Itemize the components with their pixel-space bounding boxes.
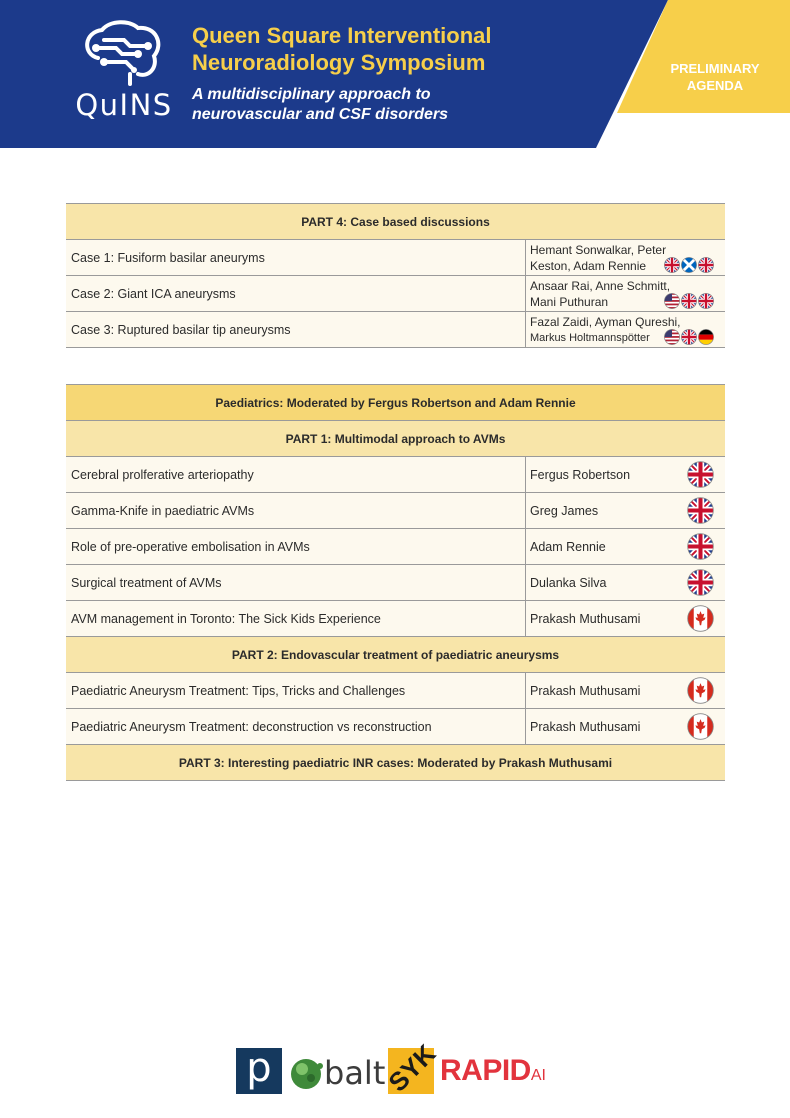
speaker-line: Ansaar Rai, Anne Schmitt, — [530, 279, 671, 293]
topic-cell: Role of pre-operative embolisation in AVMs — [66, 529, 526, 564]
session-heading — [66, 385, 725, 421]
page-title — [192, 22, 592, 76]
topic-cell: Case 1: Fusiform basilar aneuryms — [66, 240, 526, 275]
phenox-logo — [236, 1045, 282, 1094]
balt-logo-text: balt — [324, 1054, 386, 1092]
case-discussions-table — [66, 203, 725, 348]
speaker-name: Dulanka Silva — [530, 575, 607, 590]
table-row — [66, 709, 725, 745]
session-title: Paediatrics: Moderated by Fergus Robertson and Adam Rennie — [215, 395, 576, 410]
speaker-name: Prakash Muthusami — [530, 611, 641, 626]
speaker-cell — [526, 312, 725, 347]
speaker-name: Prakash Muthusami — [530, 719, 641, 734]
speaker-cell — [526, 529, 725, 564]
us-flag-icon — [664, 329, 680, 345]
topic-cell: Paediatric Aneurysm Treatment: deconstruction vs reconstruction — [66, 709, 526, 744]
topic-cell: Surgical treatment of AVMs — [66, 565, 526, 600]
table-row — [66, 276, 725, 312]
topic-cell: Case 3: Ruptured basilar tip aneurysms — [66, 312, 526, 347]
paediatrics-table — [66, 384, 725, 781]
syk-logo-text: SYK — [382, 1038, 442, 1098]
part-heading — [66, 637, 725, 673]
topic-cell: Case 2: Giant ICA aneurysms — [66, 276, 526, 311]
uk-flag-icon — [687, 461, 714, 488]
canada-flag-icon — [687, 713, 714, 740]
quins-logo — [68, 18, 180, 128]
brain-circuit-icon — [68, 18, 180, 88]
canada-flag-icon — [687, 605, 714, 632]
topic-cell: Cerebral prolferative arteriopathy — [66, 457, 526, 492]
table-row — [66, 673, 725, 709]
part-heading — [66, 421, 725, 457]
table-row — [66, 312, 725, 348]
speaker-line: Mani Puthuran — [530, 294, 609, 309]
scotland-flag-icon — [681, 257, 697, 273]
title-line-1: Queen Square Interventional — [192, 23, 492, 48]
speaker-name: Fergus Robertson — [530, 467, 631, 482]
preliminary-agenda-badge — [640, 60, 790, 94]
rapid-logo-text: RAPID — [440, 1054, 531, 1087]
speaker-line: Hemant Sonwalkar, Peter — [530, 243, 667, 257]
balt-logo — [290, 1048, 386, 1094]
table-row — [66, 565, 725, 601]
speaker-line: Keston, Adam Rennie — [530, 258, 647, 273]
part4-heading: PART 4: Case based discussions — [301, 214, 490, 229]
uk-flag-icon — [687, 533, 714, 560]
rapidai-logo — [440, 1054, 560, 1094]
table-row — [66, 457, 725, 493]
logo-text: QuINS — [75, 88, 173, 122]
phenox-logo-text: p — [246, 1045, 272, 1091]
speaker-name: Greg James — [530, 503, 599, 518]
part2-heading: PART 2: Endovascular treatment of paediatric aneurysms — [231, 647, 560, 662]
canada-flag-icon — [687, 677, 714, 704]
speaker-cell — [526, 601, 725, 636]
badge-line-2: AGENDA — [686, 78, 744, 93]
part1-heading: PART 1: Multimodal approach to AVMs — [285, 431, 506, 446]
uk-flag-icon — [687, 569, 714, 596]
stryker-logo — [382, 1038, 442, 1098]
speaker-cell — [526, 457, 725, 492]
table-heading — [66, 204, 725, 240]
table-row — [66, 493, 725, 529]
uk-flag-icon — [681, 293, 697, 309]
table-row — [66, 240, 725, 276]
uk-flag-icon — [698, 257, 714, 273]
subtitle-line-2: neurovascular and CSF disorders — [192, 106, 449, 123]
part-heading — [66, 745, 725, 781]
title-line-2: Neuroradiology Symposium — [192, 50, 486, 75]
rapid-ai-suffix: AI — [530, 1067, 546, 1084]
part3-heading: PART 3: Interesting paediatric INR cases: Moderated by Prakash Muthusami — [178, 755, 613, 770]
topic-cell: AVM management in Toronto: The Sick Kids Experience — [66, 601, 526, 636]
speaker-line: Fazal Zaidi, Ayman Qureshi, — [530, 315, 681, 329]
uk-flag-icon — [664, 257, 680, 273]
speaker-cell — [526, 493, 725, 528]
table-row — [66, 601, 725, 637]
uk-flag-icon — [681, 329, 697, 345]
badge-line-1: PRELIMINARY — [670, 61, 760, 76]
speaker-cell — [526, 709, 725, 744]
speaker-name: Adam Rennie — [530, 539, 606, 554]
page-header — [0, 0, 790, 148]
germany-flag-icon — [698, 329, 714, 345]
uk-flag-icon — [687, 497, 714, 524]
topic-cell: Gamma-Knife in paediatric AVMs — [66, 493, 526, 528]
topic-cell: Paediatric Aneurysm Treatment: Tips, Tricks and Challenges — [66, 673, 526, 708]
us-flag-icon — [664, 293, 680, 309]
page-subtitle — [192, 85, 592, 125]
table-row — [66, 529, 725, 565]
speaker-cell — [526, 673, 725, 708]
subtitle-line-1: A multidisciplinary approach to — [192, 86, 431, 103]
speaker-line: Markus Holtmannspötter — [530, 331, 650, 344]
speaker-name: Prakash Muthusami — [530, 683, 641, 698]
speaker-cell — [526, 276, 725, 311]
speaker-cell — [526, 565, 725, 600]
speaker-cell — [526, 240, 725, 275]
uk-flag-icon — [698, 293, 714, 309]
balt-globe-icon — [290, 1056, 324, 1090]
sponsor-logos — [0, 1040, 790, 1100]
